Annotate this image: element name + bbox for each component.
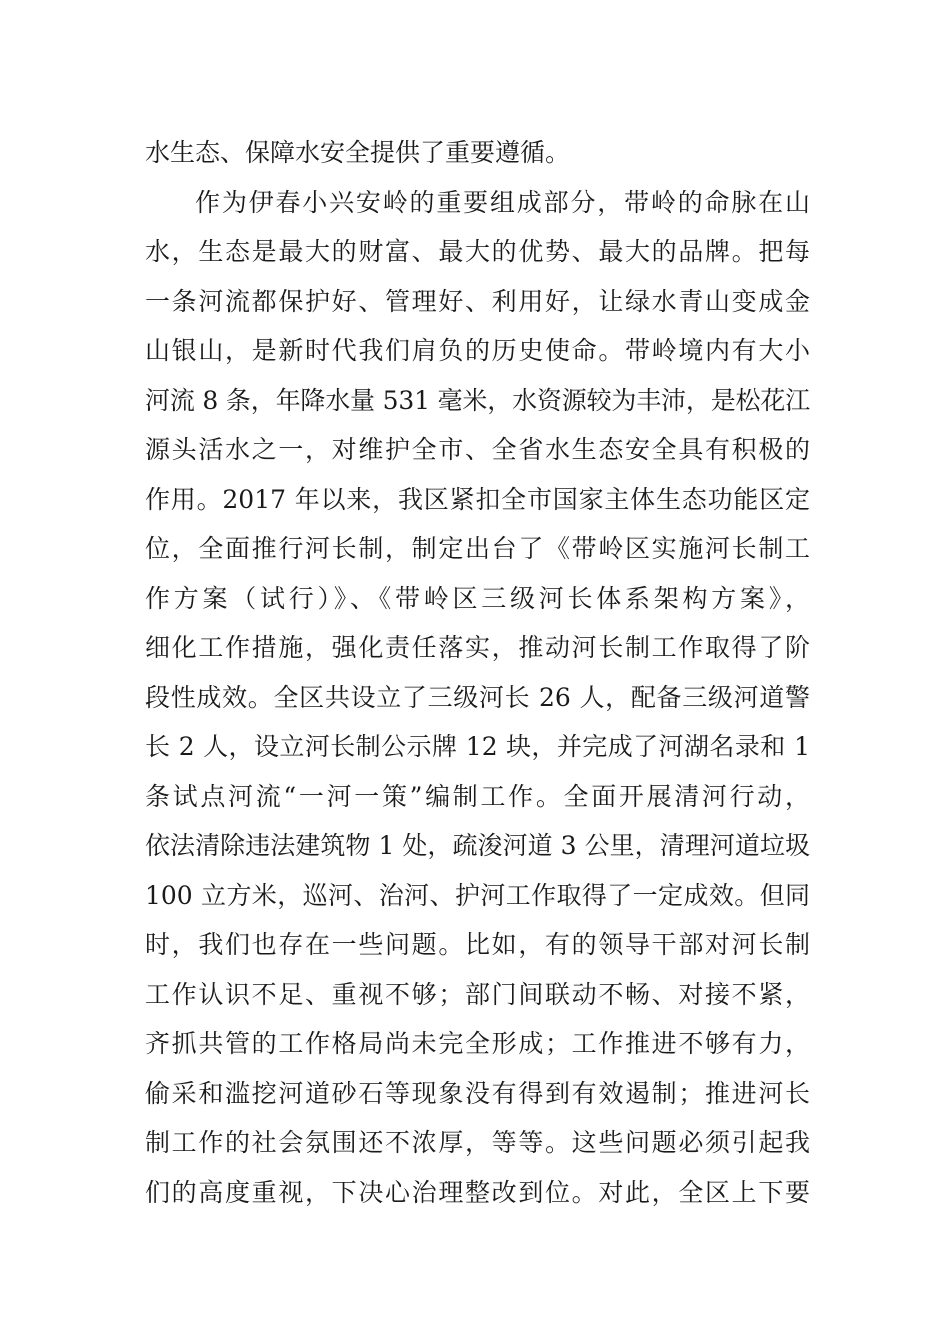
text-line: 作为伊春小兴安岭的重要组成部分，带岭的命脉在山 [195, 187, 810, 217]
text-line: 山银山，是新时代我们肩负的历史使命。带岭境内有大小 [145, 336, 810, 365]
text-line: 河流 8 条，年降水量 531 毫米，水资源较为丰沛，是松花江 [145, 385, 810, 415]
text-line: 依法清除违法建筑物 1 处，疏浚河道 3 公里，清理河道垃圾 [145, 831, 810, 860]
text-line: 水，生态是最大的财富、最大的优势、最大的品牌。把每 [145, 237, 810, 266]
text-line: 制工作的社会氛围还不浓厚，等等。这些问题必须引起我 [145, 1128, 810, 1157]
text-line: 细化工作措施，强化责任落实，推动河长制工作取得了阶 [145, 633, 810, 662]
text-line: 一条河流都保护好、管理好、利用好，让绿水青山变成金 [145, 286, 810, 316]
document-body [145, 128, 810, 1217]
text-line: 水生态、保障水安全提供了重要遵循。 [145, 138, 571, 167]
text-line: 源头活水之一，对维护全市、全省水生态安全具有积极的 [145, 435, 810, 464]
text-line: 段性成效。全区共设立了三级河长 26 人，配备三级河道警 [145, 682, 810, 712]
text-line: 作方案（试行）》、《带岭区三级河长体系架构方案》， [145, 583, 810, 613]
text-line: 100 立方米，巡河、治河、护河工作取得了一定成效。但同 [145, 880, 810, 910]
text-line: 长 2 人，设立河长制公示牌 12 块，并完成了河湖名录和 1 [145, 732, 810, 761]
text-line: 偷采和滥挖河道砂石等现象没有得到有效遏制；推进河长 [145, 1078, 810, 1108]
text-line: 作用。2017 年以来，我区紧扣全市国家主体生态功能区定 [145, 484, 810, 514]
text-line: 时，我们也存在一些问题。比如，有的领导干部对河长制 [145, 930, 810, 959]
text-line: 条试点河流“一河一策”编制工作。全面开展清河行动， [145, 781, 810, 811]
text-line: 们的高度重视，下决心治理整改到位。对此，全区上下要 [145, 1177, 810, 1207]
text-line: 工作认识不足、重视不够；部门间联动不畅、对接不紧， [145, 979, 810, 1009]
text-line: 位，全面推行河长制，制定出台了《带岭区实施河长制工 [145, 534, 810, 563]
text-line: 齐抓共管的工作格局尚未完全形成；工作推进不够有力， [145, 1029, 810, 1058]
